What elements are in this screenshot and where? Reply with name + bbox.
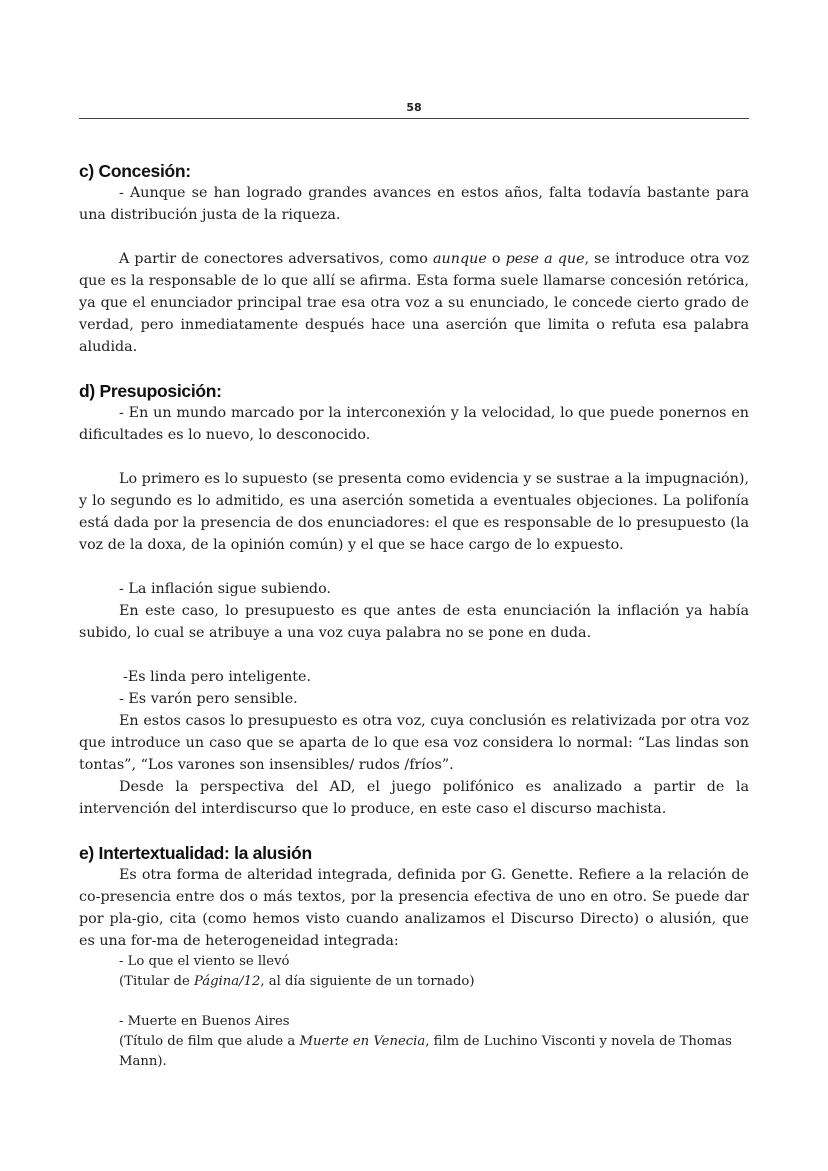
text-run: o (486, 251, 506, 267)
section-heading-presuposicion: d) Presuposición: (79, 381, 222, 401)
emphasis-muerte-en-venecia: Muerte en Venecia (299, 1034, 426, 1049)
example-inflacion: - La inflación sigue subiendo. (119, 581, 331, 597)
paragraph-intertextualidad: Es otra forma de alteridad integrada, definida por G. Genette. Refiere a la relación de co-presencia entre dos o más textos, por la presencia efectiva de uno en otro. Se puede dar por pla-gio, cita (como hemos visto cuando analizamos el Discurso Directo) o alusión, que es una for-ma de heterogeneidad integrada: (79, 867, 749, 949)
page-content (79, 160, 749, 1072)
text-run: , film de Luchino Visconti y novela de Thomas Mann). (119, 1034, 732, 1069)
example-muerte-note (79, 1032, 749, 1072)
text-run: A partir de conectores adversativos, como (119, 251, 434, 267)
emphasis-pagina12: Página/12 (193, 974, 261, 989)
emphasis-pese-a-que: pese a que (505, 251, 585, 267)
text-run: , se introduce otra voz que es la responsable de lo que allí se afirma. Esta forma suele llamarse concesión retórica, ya que el enunciador principal trae esa otra voz a su enunciado, le concede cierto grado de verdad, pero inmediatamente después hace una aserción que limita o refuta esa palabra aludida. (79, 251, 749, 355)
emphasis-aunque: aunque (433, 251, 487, 267)
example-presuposicion: - En un mundo marcado por la interconexión y la velocidad, lo que puede ponernos en dificultades es lo nuevo, lo desconocido. (79, 405, 749, 443)
example-viento-note (79, 972, 749, 992)
paragraph-presuposicion-4: Desde la perspectiva del AD, el juego polifónico es analizado a partir de la intervención del interdiscurso que lo produce, en este caso el discurso machista. (79, 779, 749, 817)
example-muerte: - Muerte en Buenos Aires (119, 1014, 290, 1029)
paragraph-presuposicion-2: En este caso, lo presupuesto es que antes de esta enunciación la inflación ya había subido, lo cual se atribuye a una voz cuya palabra no se pone en duda. (79, 603, 749, 641)
section-heading-intertextualidad: e) Intertextualidad: la alusión (79, 843, 312, 863)
example-viento: - Lo que el viento se llevó (119, 954, 290, 969)
text-run: (Titular de (119, 974, 194, 989)
paragraph-presuposicion-1: Lo primero es lo supuesto (se presenta como evidencia y se sustrae a la impugnación), y lo segundo es lo admitido, es una aserción sometida a eventuales objeciones. La polifonía está dada por la presencia de dos enunciadores: el que es responsable de lo presupuesto (la voz de la doxa, de la opinión común) y el que se hace cargo de lo expuesto. (79, 471, 749, 553)
page-number: 58 (406, 101, 422, 114)
example-linda: -Es linda pero inteligente. (123, 669, 312, 685)
text-run: (Título de film que alude a (119, 1034, 300, 1049)
text-run: , al día siguiente de un tornado) (260, 974, 475, 989)
paragraph-presuposicion-3: En estos casos lo presupuesto es otra voz, cuya conclusión es relativizada por otra voz que introduce un caso que se aparta de lo que esa voz considera lo normal: “Las lindas son tontas”, “Los varones son insensibles/ rudos /fríos”. (79, 713, 749, 773)
header-rule (79, 118, 749, 119)
example-varon: - Es varón pero sensible. (119, 691, 298, 707)
example-concesion: - Aunque se han logrado grandes avances en estos años, falta todavía bastante para una distribución justa de la riqueza. (79, 185, 749, 223)
paragraph-concesion (79, 248, 749, 358)
examples-alusion (79, 952, 749, 1072)
section-heading-concesion: c) Concesión: (79, 161, 191, 181)
